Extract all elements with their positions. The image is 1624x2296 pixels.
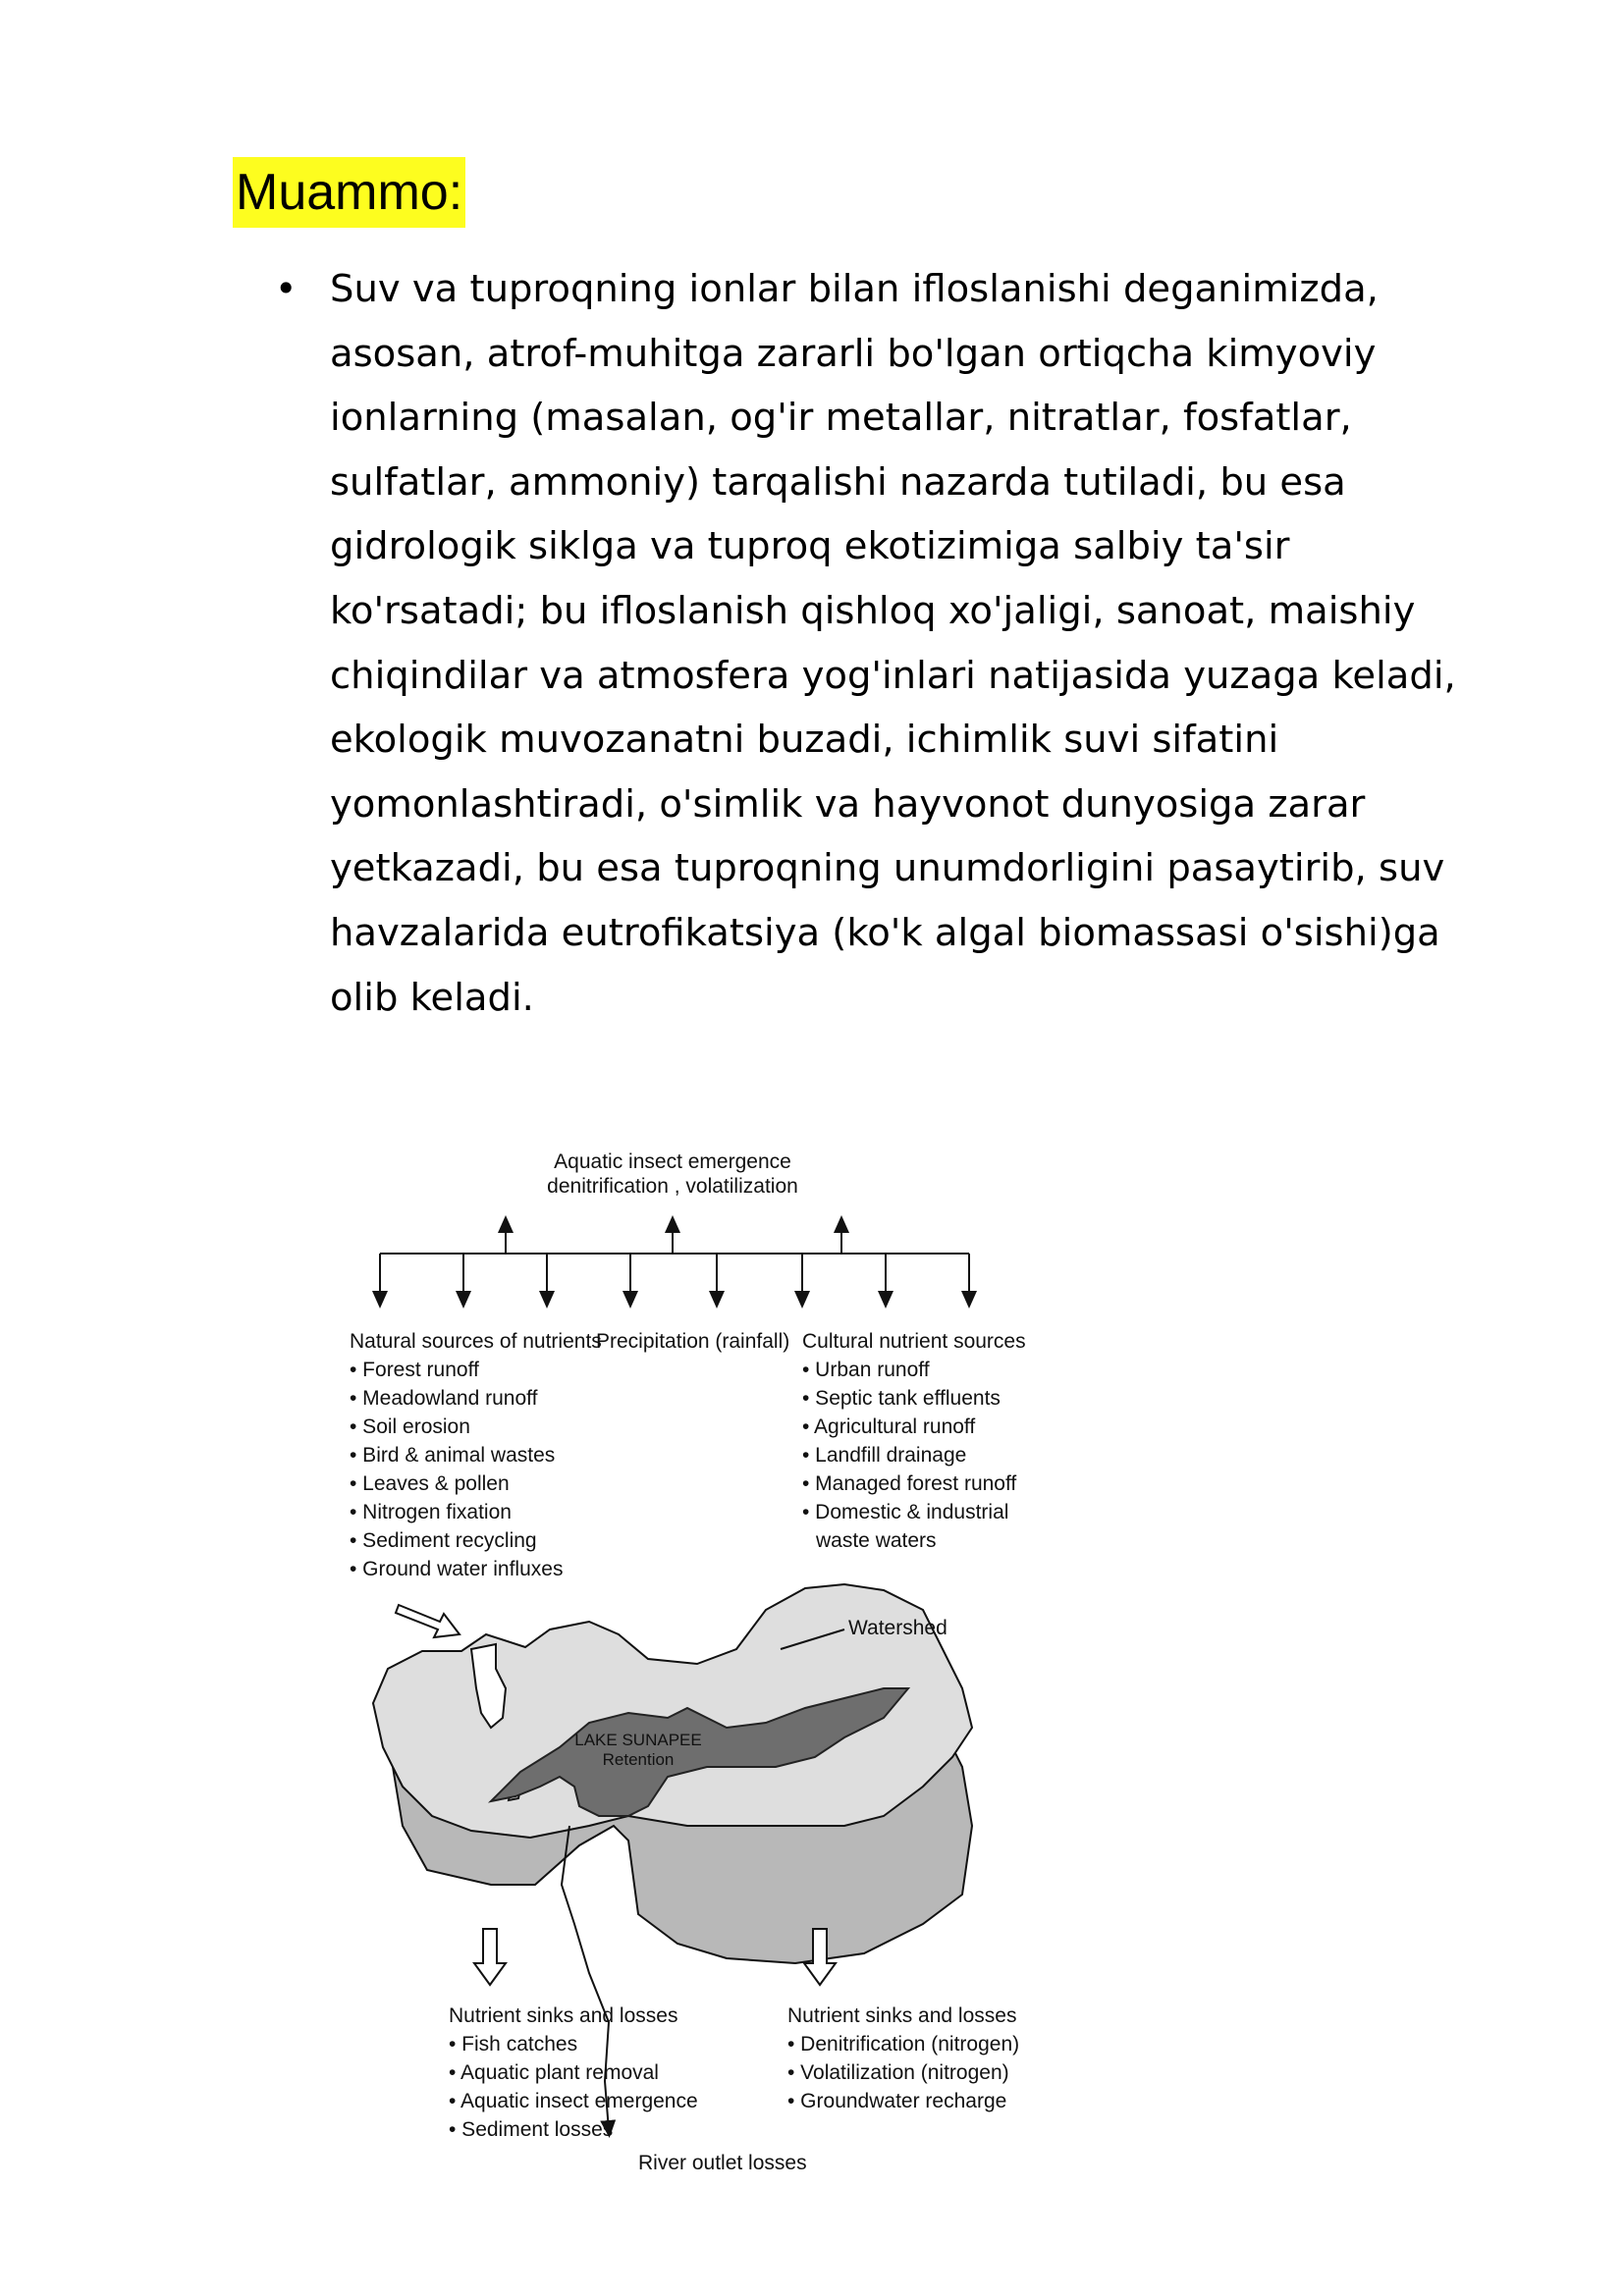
sink-right-item: • Denitrification (nitrogen) (787, 2033, 1020, 2056)
natural-source-item: • Sediment recycling (350, 1529, 537, 1552)
sink-left-item: • Aquatic insect emergence (449, 2090, 698, 2112)
cultural-source-item: • Domestic & industrial (802, 1501, 1009, 1523)
paragraph-line: olib keladi. (330, 975, 534, 1020)
problem-paragraph (330, 257, 1587, 1030)
sink-left-item: • Sediment losses (449, 2118, 614, 2141)
precipitation-label: Precipitation (rainfall) (596, 1330, 790, 1353)
nutrient-sinks-right (787, 2004, 1019, 2112)
top-label-line: Aquatic insect emergence (554, 1150, 791, 1173)
paragraph-line: chiqindilar va atmosfera yog'inlari natijasida yuzaga keladi, (330, 653, 1456, 698)
cultural-source-item: • Landfill drainage (802, 1444, 967, 1467)
nutrient-flow-diagram (334, 1139, 1026, 2194)
paragraph-line: ionlarning (masalan, og'ir metallar, nitratlar, fosfatlar, (330, 396, 1352, 441)
cultural-source-item: • Urban runoff (802, 1359, 930, 1381)
lake-name-label: LAKE SUNAPEE (574, 1731, 702, 1749)
inflow-arrow-left (396, 1605, 460, 1637)
paragraph-line: havzalarida eutrofikatsiya (ko'k algal biomassasi o'sishi)ga (330, 910, 1440, 955)
cultural-source-item: • Managed forest runoff (802, 1472, 1017, 1495)
sinks-left-title: Nutrient sinks and losses (449, 2004, 678, 2027)
sink-right-item: • Groundwater recharge (787, 2090, 1007, 2112)
natural-source-item: • Leaves & pollen (350, 1472, 510, 1495)
natural-source-item: • Ground water influxes (350, 1558, 564, 1580)
natural-source-item: • Bird & animal wastes (350, 1444, 556, 1467)
cultural-source-item: • Agricultural runoff (802, 1415, 976, 1438)
cultural-source-item: • Septic tank effluents (802, 1387, 1001, 1410)
paragraph-line: sulfatlar, ammoniy) tarqalishi nazarda tutiladi, bu esa (330, 459, 1346, 505)
flow-arrows-top (380, 1223, 969, 1301)
river-outlet-line (562, 1826, 609, 2130)
river-outlet-label: River outlet losses (638, 2152, 807, 2174)
sink-left-item: • Fish catches (449, 2033, 578, 2056)
sink-arrow-left (474, 1929, 506, 1985)
nutrient-sinks-left (449, 2004, 698, 2141)
heading-muammo: Muammo: (233, 157, 465, 228)
natural-source-item: • Meadowland runoff (350, 1387, 538, 1410)
sink-left-item: • Aquatic plant removal (449, 2061, 659, 2084)
sinks-right-title: Nutrient sinks and losses (787, 2004, 1017, 2027)
bullet-dot: • (275, 267, 298, 310)
cultural-source-item: waste waters (816, 1529, 937, 1552)
paragraph-line: asosan, atrof-muhitga zararli bo'lgan ortiqcha kimyoviy (330, 331, 1377, 376)
paragraph-line: ekologik muvozanatni buzadi, ichimlik suvi sifatini (330, 718, 1279, 763)
natural-source-item: • Nitrogen fixation (350, 1501, 512, 1523)
paragraph-line: gidrologik siklga va tuproq ekotizimiga salbiy ta'sir (330, 524, 1290, 569)
paragraph-line: Suv va tuproqning ionlar bilan ifloslanishi deganimizda, (330, 267, 1379, 311)
paragraph-line: yomonlashtiradi, o'simlik va hayvonot dunyosiga zarar (330, 781, 1366, 827)
watershed-label: Watershed (848, 1617, 947, 1639)
lake-retention-label: Retention (602, 1750, 675, 1769)
top-label-line: denitrification , volatilization (547, 1175, 798, 1198)
natural-sources-title: Natural sources of nutrients (350, 1330, 602, 1353)
cultural-sources-list (802, 1330, 1026, 1552)
cultural-sources-title: Cultural nutrient sources (802, 1330, 1026, 1353)
natural-source-item: • Forest runoff (350, 1359, 479, 1381)
natural-source-item: • Soil erosion (350, 1415, 470, 1438)
natural-sources-list (350, 1330, 602, 1580)
paragraph-line: ko'rsatadi; bu ifloslanish qishloq xo'jaligi, sanoat, maishiy (330, 588, 1416, 633)
sink-right-item: • Volatilization (nitrogen) (787, 2061, 1009, 2084)
paragraph-line: yetkazadi, bu esa tuproqning unumdorligini pasaytirib, suv (330, 846, 1445, 891)
